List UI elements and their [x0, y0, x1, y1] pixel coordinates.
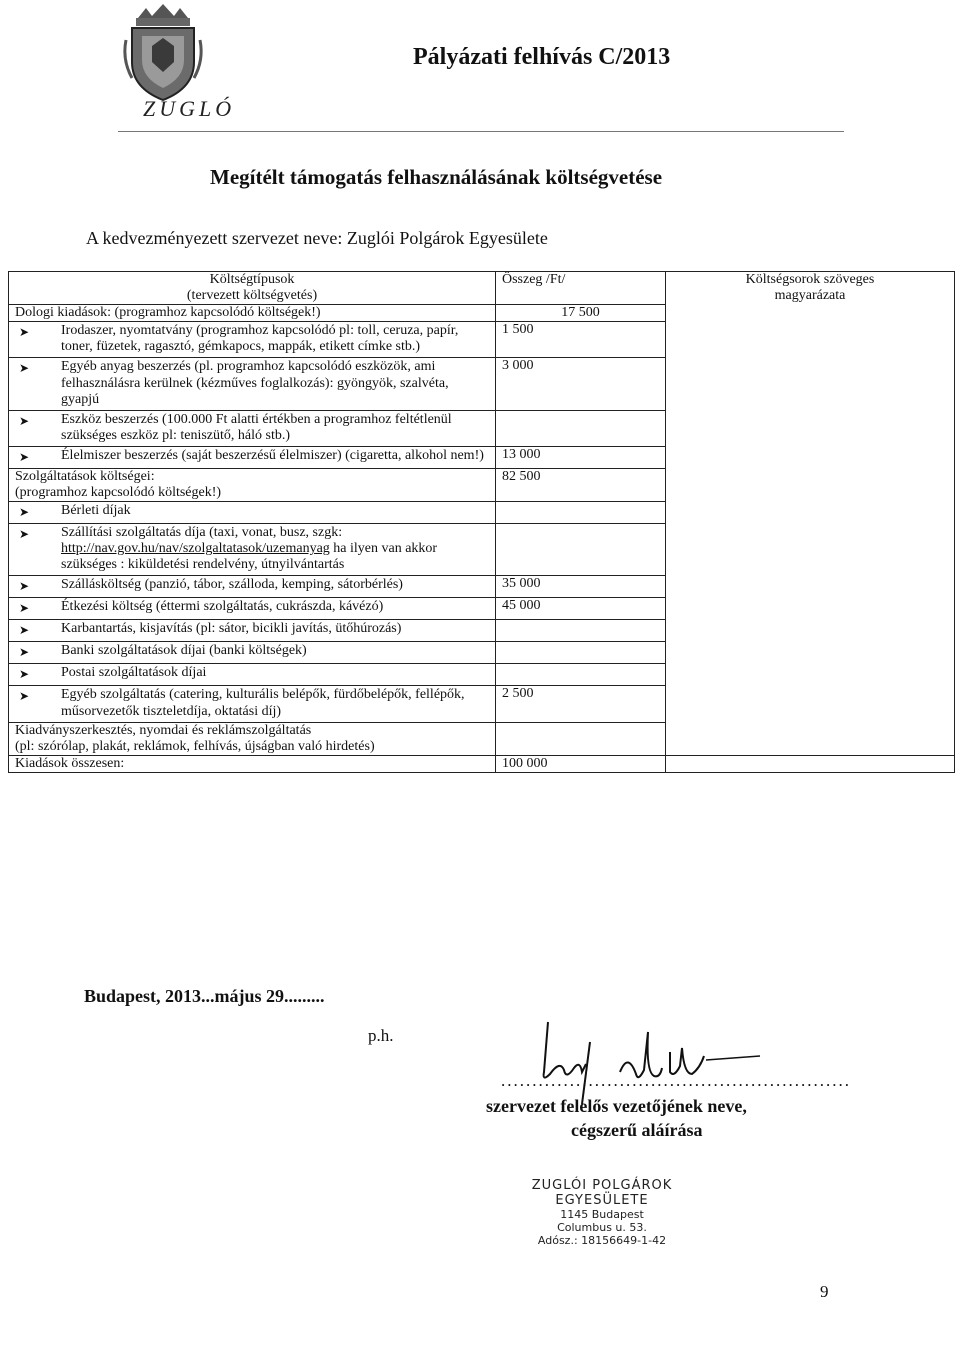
total-label: Kiadások összesen:: [9, 755, 496, 772]
table-row: ➤ Karbantartás, kisjavítás (pl: sátor, bicikli javítás, ütőhúrozás): [9, 620, 955, 642]
section-amount: 17 500: [496, 305, 666, 322]
cost-type-header: Költségtípusok (tervezett költségvetés): [9, 272, 496, 305]
arrow-bullet-icon: ➤: [19, 505, 30, 520]
arrow-bullet-icon: ➤: [19, 579, 30, 594]
item-amount: [496, 502, 666, 524]
place-and-date: Budapest, 2013...május 29.........: [84, 986, 325, 1006]
item-amount: [496, 642, 666, 664]
organization-stamp: ZUGLÓI POLGÁROK EGYESÜLETE 1145 Budapest Columbus u. 53. Adósz.: 18156649-1-42: [531, 1178, 673, 1247]
explanation-column: Költségsorok szöveges magyarázata: [666, 272, 955, 756]
fuel-price-link[interactable]: http://nav.gov.hu/nav/szolgaltatasok/uzemanyag: [61, 541, 330, 557]
table-row: ➤ Banki szolgáltatások díjai (banki költségek): [9, 642, 955, 664]
budget-table: [8, 271, 955, 773]
item-amount: 45 000: [496, 598, 666, 620]
table-row: ➤ Szállítási szolgáltatás díja (taxi, vonat, busz, szgk: http://nav.gov.hu/nav/szolgaltatasok/uzemanyag ha ilyen van akkor szükséges : kiküldetési rendelvény, útnyilvántartás: [9, 524, 955, 576]
table-row: ➤ Bérleti díjak: [9, 502, 955, 524]
table-row: ➤ Étkezési költség (éttermi szolgáltatás, cukrászda, kávézó) 45 000: [9, 598, 955, 620]
arrow-bullet-icon: ➤: [19, 667, 30, 682]
arrow-bullet-icon: ➤: [19, 601, 30, 616]
table-row: ➤ Élelmiszer beszerzés (saját beszerzésű élelmiszer) (cigaretta, alkohol nem!) 13 000: [9, 446, 955, 468]
arrow-bullet-icon: ➤: [19, 413, 30, 428]
arrow-bullet-icon: ➤: [19, 689, 30, 704]
item-amount: [496, 620, 666, 642]
item-amount: [496, 524, 666, 576]
section-label: Kiadványszerkesztés, nyomdai és reklámszolgáltatás (pl: szórólap, plakát, reklámok, felhívás, újságban való hirdetés): [9, 722, 496, 755]
total-amount: 100 000: [496, 755, 666, 772]
handwritten-signature: [520, 1012, 770, 1107]
logo-wordmark: ZUGLÓ: [143, 96, 236, 121]
section-label: Dologi kiadások: (programhoz kapcsolódó költségek!): [9, 305, 496, 322]
arrow-bullet-icon: ➤: [19, 645, 30, 660]
section-label: Szolgáltatások költségei: (programhoz kapcsolódó költségek!): [9, 468, 496, 501]
signature-caption: cégszerű aláírása: [571, 1120, 703, 1140]
item-amount: 35 000: [496, 576, 666, 598]
arrow-bullet-icon: ➤: [19, 449, 30, 464]
amount-header: Összeg /Ft/: [496, 272, 666, 305]
table-row: ➤ Egyéb anyag beszerzés (pl. programhoz kapcsolódó eszközök, ami felhasználásra kerülnek (kézműves foglalkozás): gyöngyök, szalvéta, gyapjú 3 000: [9, 358, 955, 410]
arrow-bullet-icon: ➤: [19, 527, 30, 542]
signatory-caption: szervezet felelős vezetőjének neve,: [486, 1096, 747, 1116]
table-row: ➤ Irodaszer, nyomtatvány (programhoz kapcsolódó pl: toll, ceruza, papír, toner, füzetek, ragasztó, gémkapocs, mappák, etikett címke stb.) 1 500: [9, 322, 955, 358]
total-row: [9, 755, 955, 772]
arrow-bullet-icon: ➤: [19, 325, 30, 340]
item-amount: [496, 664, 666, 686]
table-row: ➤ Egyéb szolgáltatás (catering, kulturális belépők, fürdőbelépők, fellépők, műsorvezetők tiszteletdíja, oktatási díj) 2 500: [9, 686, 955, 722]
document-title: Megítélt támogatás felhasználásának költségvetése: [210, 165, 663, 189]
item-amount: 2 500: [496, 686, 666, 722]
arrow-bullet-icon: ➤: [19, 361, 30, 376]
item-amount: 13 000: [496, 446, 666, 468]
signature-line: ........................................................: [501, 1071, 851, 1090]
table-row: ➤ Postai szolgáltatások díjai: [9, 664, 955, 686]
section-amount: [496, 722, 666, 755]
item-amount: 1 500: [496, 322, 666, 358]
item-amount: 3 000: [496, 358, 666, 410]
call-title: Pályázati felhívás C/2013: [413, 44, 671, 70]
beneficiary-organization: A kedvezményezett szervezet neve: Zuglói Polgárok Egyesülete: [86, 228, 548, 248]
stamp-placeholder-label: p.h.: [368, 1026, 394, 1045]
table-row: ➤ Szállásköltség (panzió, tábor, szálloda, kemping, sátorbérlés) 35 000: [9, 576, 955, 598]
arrow-bullet-icon: ➤: [19, 623, 30, 638]
table-header-row: [9, 272, 955, 305]
section-amount: 82 500: [496, 468, 666, 501]
item-amount: [496, 410, 666, 446]
table-row: ➤ Eszköz beszerzés (100.000 Ft alatti értékben a programhoz feltétlenül szükséges eszköz pl: teniszütő, háló stb.): [9, 410, 955, 446]
page-number: 9: [820, 1282, 829, 1301]
header-divider: [118, 131, 844, 132]
